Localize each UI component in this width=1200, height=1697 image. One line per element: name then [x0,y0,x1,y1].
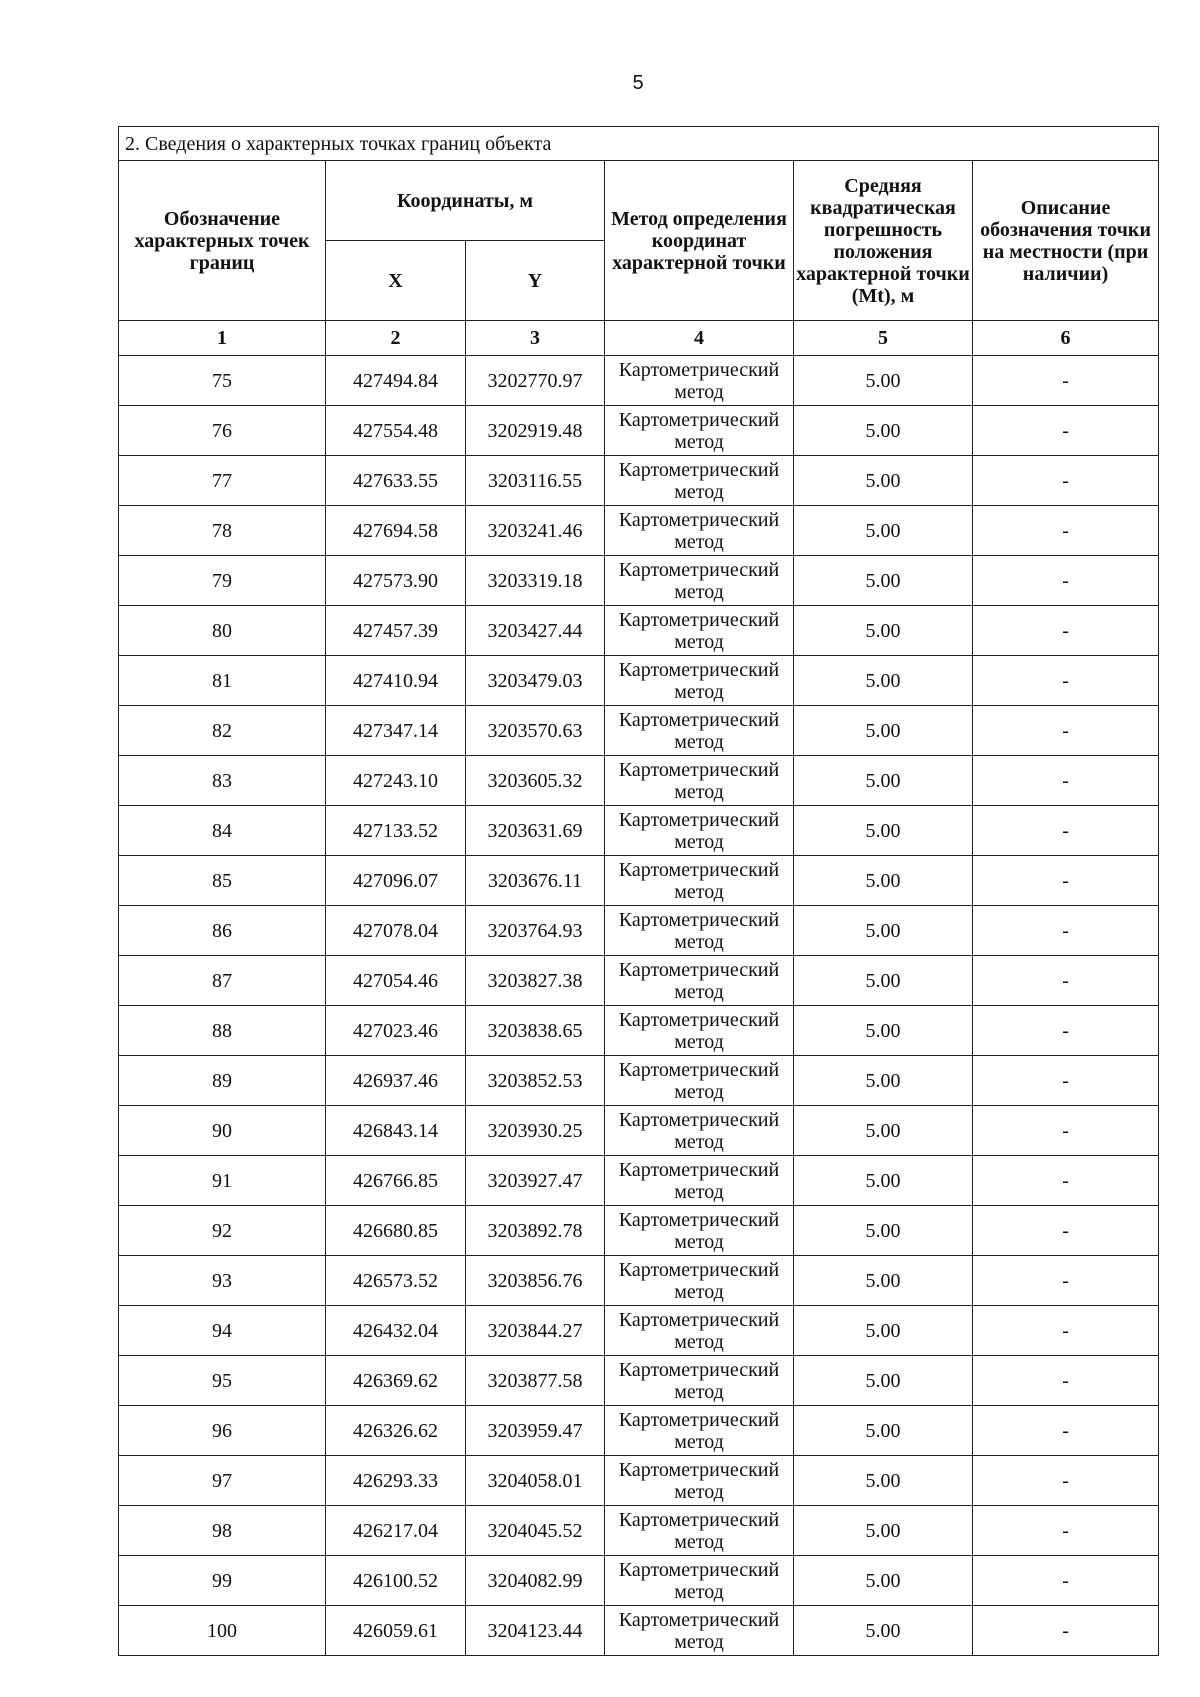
method-line-1: Картометрический [618,358,780,381]
cell-coord-x: 426326.62 [326,1406,466,1456]
method-line-1: Картометрический [618,1508,780,1531]
cell-error-value: 5.00 [794,1056,973,1106]
cell-point-number: 92 [119,1206,326,1256]
cell-point-number: 80 [119,606,326,656]
method-line-1: Картометрический [618,508,780,531]
cell-coord-x: 426293.33 [326,1456,466,1506]
method-line-2: метод [674,530,724,553]
cell-description: - [973,706,1159,756]
cell-coord-y: 3203631.69 [466,806,605,856]
cell-description: - [973,406,1159,456]
cell-method [605,656,794,706]
method-line-2: метод [674,430,724,453]
table-row [119,456,1159,506]
column-number-2: 2 [326,321,466,356]
cell-point-number: 77 [119,456,326,506]
cell-coord-x: 426937.46 [326,1056,466,1106]
cell-coord-y: 3203479.03 [466,656,605,706]
cell-coord-y: 3204045.52 [466,1506,605,1556]
cell-method [605,1406,794,1456]
cell-point-number: 90 [119,1106,326,1156]
method-line-1: Картометрический [618,708,780,731]
cell-description: - [973,756,1159,806]
cell-method [605,1506,794,1556]
page-number: 5 [632,72,644,94]
cell-coord-y: 3204082.99 [466,1556,605,1606]
cell-description: - [973,656,1159,706]
table-row [119,1056,1159,1106]
method-line-1: Картометрический [618,808,780,831]
cell-description: - [973,1356,1159,1406]
cell-method [605,1256,794,1306]
method-line-1: Картометрический [618,1158,780,1181]
method-line-1: Картометрический [618,1608,780,1631]
cell-description: - [973,606,1159,656]
method-line-1: Картометрический [618,758,780,781]
cell-method [605,356,794,406]
cell-point-number: 75 [119,356,326,406]
table-row [119,806,1159,856]
cell-coord-x: 426369.62 [326,1356,466,1406]
method-line-1: Картометрический [618,1058,780,1081]
cell-coord-x: 426059.61 [326,1606,466,1656]
cell-description: - [973,1056,1159,1106]
header-method: Метод определения координат характерной точки [605,161,794,321]
method-line-2: метод [674,930,724,953]
cell-coord-y: 3204058.01 [466,1456,605,1506]
cell-error-value: 5.00 [794,356,973,406]
cell-description: - [973,1556,1159,1606]
cell-method [605,1306,794,1356]
cell-coord-x: 426217.04 [326,1506,466,1556]
cell-coord-y: 3203319.18 [466,556,605,606]
method-line-1: Картометрический [618,1258,780,1281]
method-line-2: метод [674,1330,724,1353]
cell-coord-x: 426766.85 [326,1156,466,1206]
method-line-2: метод [674,1080,724,1103]
cell-coord-y: 3203605.32 [466,756,605,806]
cell-method [605,556,794,606]
cell-method [605,906,794,956]
cell-method [605,1106,794,1156]
column-number-6: 6 [973,321,1159,356]
method-line-1: Картометрический [618,958,780,981]
cell-description: - [973,1006,1159,1056]
cell-error-value: 5.00 [794,1506,973,1556]
cell-error-value: 5.00 [794,1406,973,1456]
table-row [119,1606,1159,1656]
method-line-1: Картометрический [618,1008,780,1031]
method-line-2: метод [674,780,724,803]
table-row [119,606,1159,656]
cell-description: - [973,906,1159,956]
cell-coord-y: 3203570.63 [466,706,605,756]
cell-description: - [973,1606,1159,1656]
table-row [119,756,1159,806]
method-line-2: метод [674,1380,724,1403]
cell-point-number: 94 [119,1306,326,1356]
cell-error-value: 5.00 [794,1156,973,1206]
table-row [119,1256,1159,1306]
cell-method [605,1356,794,1406]
cell-error-value: 5.00 [794,956,973,1006]
cell-coord-y: 3202919.48 [466,406,605,456]
method-line-1: Картометрический [618,408,780,431]
table-row [119,506,1159,556]
cell-description: - [973,1206,1159,1256]
method-line-2: метод [674,580,724,603]
cell-point-number: 100 [119,1606,326,1656]
cell-point-number: 83 [119,756,326,806]
cell-error-value: 5.00 [794,1106,973,1156]
cell-description: - [973,1256,1159,1306]
cell-error-value: 5.00 [794,1006,973,1056]
cell-coord-y: 3203852.53 [466,1056,605,1106]
cell-point-number: 98 [119,1506,326,1556]
method-line-1: Картометрический [618,1458,780,1481]
cell-coord-y: 3203844.27 [466,1306,605,1356]
cell-coord-x: 427096.07 [326,856,466,906]
method-line-2: метод [674,1430,724,1453]
table-row [119,1506,1159,1556]
cell-coord-x: 427694.58 [326,506,466,556]
method-line-2: метод [674,730,724,753]
cell-coord-y: 3204123.44 [466,1606,605,1656]
cell-coord-y: 3203827.38 [466,956,605,1006]
cell-description: - [973,556,1159,606]
cell-point-number: 89 [119,1056,326,1106]
cell-method [605,1556,794,1606]
cell-point-number: 97 [119,1456,326,1506]
cell-description: - [973,956,1159,1006]
cell-description: - [973,1306,1159,1356]
table-row [119,956,1159,1006]
method-line-2: метод [674,980,724,1003]
table-row [119,356,1159,406]
method-line-2: метод [674,630,724,653]
header-x: X [326,241,466,321]
table-row [119,1356,1159,1406]
method-line-2: метод [674,1280,724,1303]
method-line-2: метод [674,1580,724,1603]
cell-point-number: 88 [119,1006,326,1056]
cell-point-number: 87 [119,956,326,1006]
column-number-3: 3 [466,321,605,356]
method-line-2: метод [674,680,724,703]
method-line-2: метод [674,1230,724,1253]
cell-error-value: 5.00 [794,506,973,556]
cell-point-number: 85 [119,856,326,906]
cell-point-number: 84 [119,806,326,856]
cell-error-value: 5.00 [794,906,973,956]
method-line-1: Картометрический [618,1408,780,1431]
cell-description: - [973,1456,1159,1506]
method-line-2: метод [674,1180,724,1203]
cell-method [605,1206,794,1256]
cell-method [605,506,794,556]
cell-error-value: 5.00 [794,456,973,506]
cell-coord-x: 427054.46 [326,956,466,1006]
cell-method [605,1456,794,1506]
method-line-1: Картометрический [618,858,780,881]
cell-coord-x: 426432.04 [326,1306,466,1356]
table-row [119,1456,1159,1506]
method-line-2: метод [674,1630,724,1653]
cell-coord-x: 426680.85 [326,1206,466,1256]
cell-error-value: 5.00 [794,1206,973,1256]
cell-method [605,1056,794,1106]
cell-coord-x: 427573.90 [326,556,466,606]
cell-point-number: 86 [119,906,326,956]
cell-method [605,856,794,906]
cell-coord-x: 427554.48 [326,406,466,456]
method-line-1: Картометрический [618,1208,780,1231]
cell-coord-y: 3203927.47 [466,1156,605,1206]
cell-point-number: 79 [119,556,326,606]
table-row [119,856,1159,906]
header-error: Средняя квадратическая погрешность положения характерной точки (Mt), м [794,161,973,321]
cell-error-value: 5.00 [794,606,973,656]
column-number-5: 5 [794,321,973,356]
cell-method [605,956,794,1006]
cell-coord-x: 427457.39 [326,606,466,656]
table-row [119,1006,1159,1056]
table-body [119,356,1159,1656]
cell-point-number: 76 [119,406,326,456]
table-row [119,556,1159,606]
method-line-2: метод [674,830,724,853]
table-row [119,906,1159,956]
cell-coord-x: 427078.04 [326,906,466,956]
cell-coord-x: 427347.14 [326,706,466,756]
cell-coord-x: 427410.94 [326,656,466,706]
table-row [119,1106,1159,1156]
header-y: Y [466,241,605,321]
cell-coord-y: 3203930.25 [466,1106,605,1156]
method-line-1: Картометрический [618,558,780,581]
cell-method [605,406,794,456]
cell-coord-y: 3203116.55 [466,456,605,506]
method-line-1: Картометрический [618,1558,780,1581]
cell-error-value: 5.00 [794,756,973,806]
cell-coord-y: 3203959.47 [466,1406,605,1456]
cell-error-value: 5.00 [794,1556,973,1606]
cell-coord-x: 426100.52 [326,1556,466,1606]
cell-coord-y: 3203877.58 [466,1356,605,1406]
method-line-1: Картометрический [618,1308,780,1331]
table-row [119,1206,1159,1256]
method-line-2: метод [674,1530,724,1553]
header-designation: Обозначение характерных точек границ [119,161,326,321]
cell-point-number: 82 [119,706,326,756]
cell-coord-y: 3202770.97 [466,356,605,406]
table-row [119,1406,1159,1456]
method-line-1: Картометрический [618,458,780,481]
method-line-1: Картометрический [618,1358,780,1381]
cell-coord-x: 427633.55 [326,456,466,506]
table-row [119,1556,1159,1606]
cell-coord-y: 3203838.65 [466,1006,605,1056]
method-line-1: Картометрический [618,908,780,931]
cell-coord-y: 3203676.11 [466,856,605,906]
cell-error-value: 5.00 [794,656,973,706]
method-line-1: Картометрический [618,608,780,631]
cell-description: - [973,456,1159,506]
table-caption: 2. Сведения о характерных точках границ объекта [119,127,1159,161]
method-line-2: метод [674,880,724,903]
cell-coord-x: 426573.52 [326,1256,466,1306]
cell-coord-y: 3203427.44 [466,606,605,656]
cell-method [605,706,794,756]
cell-point-number: 78 [119,506,326,556]
cell-description: - [973,1406,1159,1456]
method-line-2: метод [674,1480,724,1503]
column-number-4: 4 [605,321,794,356]
cell-method [605,806,794,856]
header-coordinates: Координаты, м [326,161,605,241]
cell-point-number: 95 [119,1356,326,1406]
cell-coord-y: 3203856.76 [466,1256,605,1306]
cell-error-value: 5.00 [794,1306,973,1356]
cell-method [605,1006,794,1056]
method-line-2: метод [674,480,724,503]
cell-coord-y: 3203241.46 [466,506,605,556]
column-number-1: 1 [119,321,326,356]
cell-method [605,1156,794,1206]
cell-description: - [973,806,1159,856]
method-line-2: метод [674,1130,724,1153]
cell-coord-x: 427243.10 [326,756,466,806]
cell-description: - [973,1506,1159,1556]
method-line-2: метод [674,1030,724,1053]
table-row [119,656,1159,706]
cell-description: - [973,1156,1159,1206]
cell-description: - [973,506,1159,556]
cell-coord-x: 426843.14 [326,1106,466,1156]
header-description: Описание обозначения точки на местности (при наличии) [973,161,1159,321]
cell-error-value: 5.00 [794,1606,973,1656]
table-row [119,1306,1159,1356]
cell-error-value: 5.00 [794,1456,973,1506]
cell-error-value: 5.00 [794,1356,973,1406]
cell-error-value: 5.00 [794,1256,973,1306]
cell-error-value: 5.00 [794,556,973,606]
cell-coord-y: 3203892.78 [466,1206,605,1256]
cell-coord-x: 427023.46 [326,1006,466,1056]
cell-method [605,1606,794,1656]
cell-point-number: 96 [119,1406,326,1456]
table-row [119,706,1159,756]
method-line-2: метод [674,380,724,403]
cell-description: - [973,856,1159,906]
cell-error-value: 5.00 [794,706,973,756]
cell-description: - [973,356,1159,406]
cell-error-value: 5.00 [794,406,973,456]
method-line-1: Картометрический [618,658,780,681]
cell-method [605,456,794,506]
cell-point-number: 91 [119,1156,326,1206]
cell-method [605,756,794,806]
cell-point-number: 99 [119,1556,326,1606]
boundary-points-table [118,126,1159,1656]
cell-error-value: 5.00 [794,856,973,906]
cell-method [605,606,794,656]
table-row [119,1156,1159,1206]
cell-coord-x: 427494.84 [326,356,466,406]
cell-coord-x: 427133.52 [326,806,466,856]
method-line-1: Картометрический [618,1108,780,1131]
cell-point-number: 93 [119,1256,326,1306]
cell-coord-y: 3203764.93 [466,906,605,956]
cell-point-number: 81 [119,656,326,706]
cell-error-value: 5.00 [794,806,973,856]
cell-description: - [973,1106,1159,1156]
table-row [119,406,1159,456]
